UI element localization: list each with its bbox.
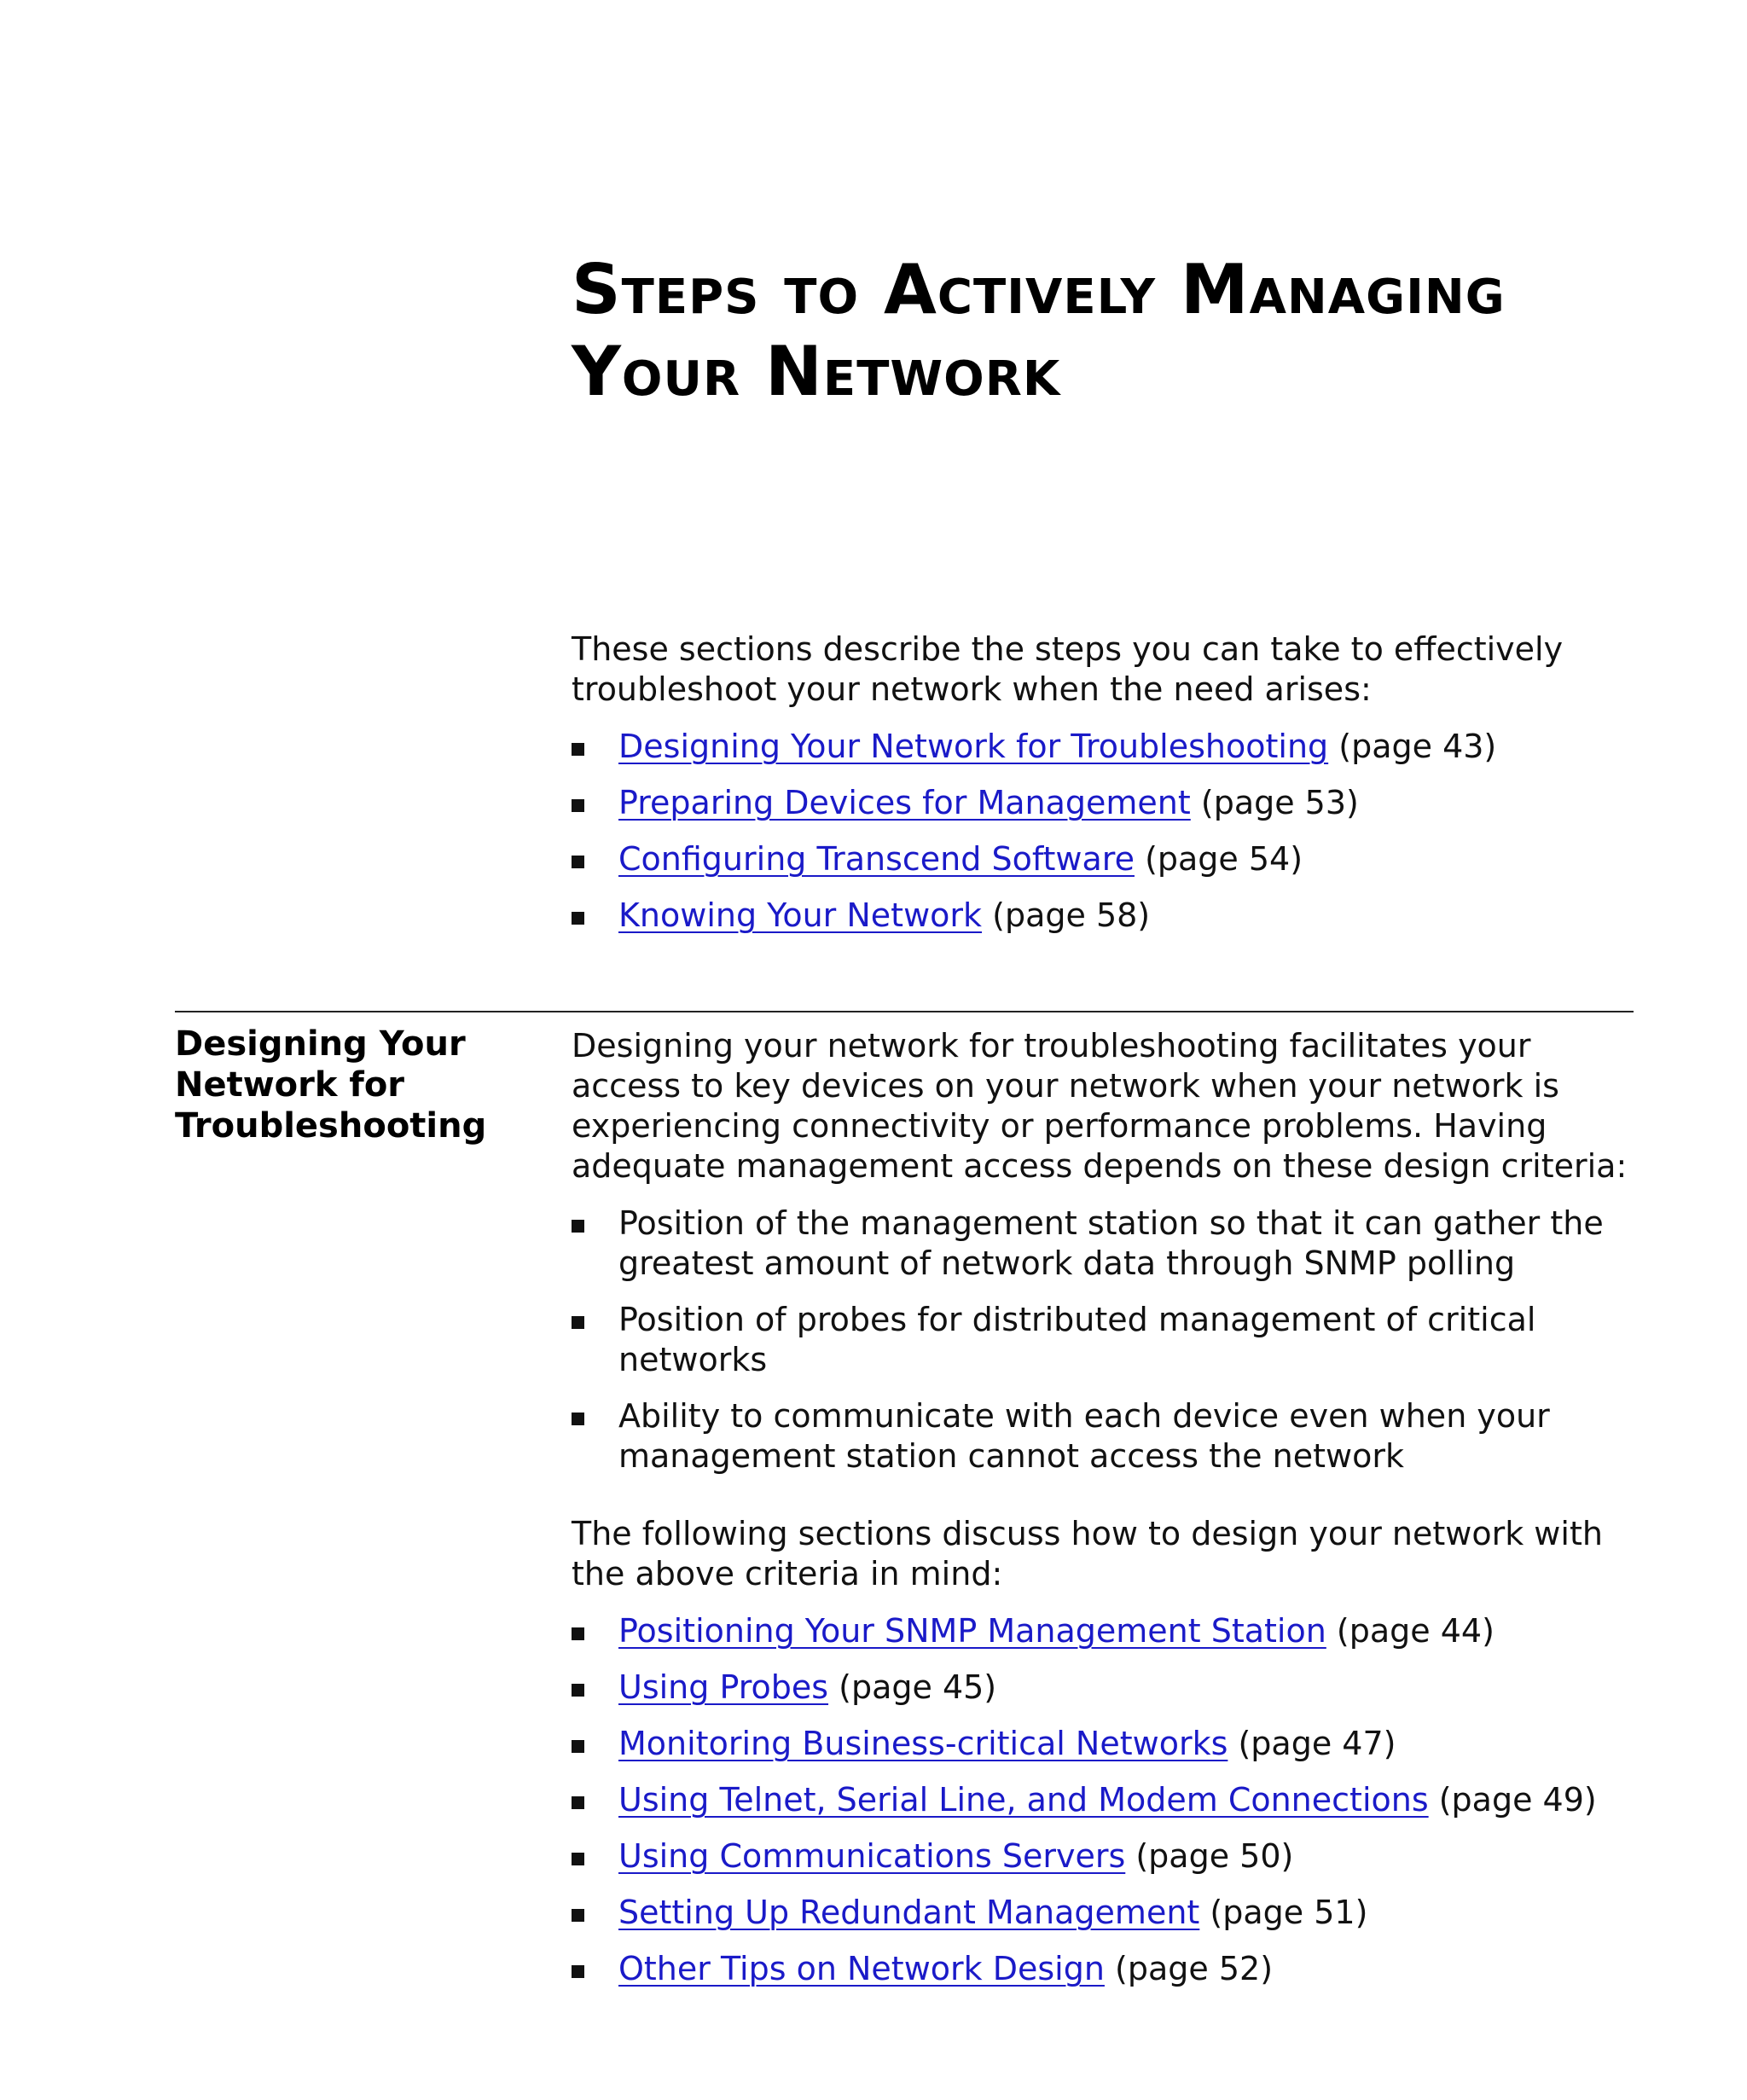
bullet-square-icon <box>572 1909 584 1922</box>
bullet-square-icon <box>572 1740 584 1753</box>
criteria-text: Position of probes for distributed management of critical networks <box>618 1301 1536 1378</box>
criteria-list <box>572 1204 1646 1476</box>
list-item <box>572 727 1646 767</box>
list-item <box>572 783 1646 823</box>
page-ref: (page 52) <box>1115 1950 1274 1987</box>
link-redundant-management[interactable]: Setting Up Redundant Management <box>618 1894 1200 1931</box>
bullet-square-icon <box>572 1627 584 1640</box>
link-knowing-your-network[interactable]: Knowing Your Network <box>618 896 983 934</box>
chapter-title-line-2: Your Network <box>572 332 1061 411</box>
bullet-square-icon <box>572 1684 584 1697</box>
section-paragraph-2: The following sections discuss how to design your network with the above criteria in mind: <box>572 1515 1603 1592</box>
bullet-square-icon <box>572 743 584 756</box>
list-item <box>572 839 1646 879</box>
list-item <box>572 1724 1646 1764</box>
section-paragraph-1: Designing your network for troubleshooting facilitates your access to key devices on your network when your network is experiencing connectivity or performance problems. Having adequate management access depends on these design criteria: <box>572 1027 1628 1185</box>
bullet-square-icon <box>572 1796 584 1809</box>
list-item <box>572 1300 1646 1380</box>
list-item <box>572 1836 1646 1877</box>
page-ref: (page 43) <box>1338 728 1497 765</box>
criteria-text: Ability to communicate with each device even when your management station cannot access the network <box>618 1397 1550 1475</box>
list-item <box>572 896 1646 936</box>
link-positioning-snmp-station[interactable]: Positioning Your SNMP Management Station <box>618 1612 1326 1650</box>
page-ref: (page 49) <box>1438 1781 1597 1819</box>
section-link-list <box>572 1611 1646 1989</box>
page-ref: (page 50) <box>1135 1837 1294 1875</box>
list-item <box>572 1668 1646 1708</box>
list-item <box>572 1949 1646 1989</box>
list-item <box>572 1893 1646 1933</box>
page-ref: (page 54) <box>1145 840 1303 878</box>
list-item <box>572 1611 1646 1651</box>
section-divider <box>175 1011 1634 1012</box>
bullet-square-icon <box>572 912 584 925</box>
chapter-title-line-1: Steps to Actively Managing <box>572 250 1506 329</box>
page-ref: (page 45) <box>839 1668 997 1706</box>
link-configuring-transcend[interactable]: Configuring Transcend Software <box>618 840 1135 878</box>
bullet-square-icon <box>572 799 584 812</box>
list-item <box>572 1204 1646 1284</box>
link-communications-servers[interactable]: Using Communications Servers <box>618 1837 1126 1875</box>
link-monitoring-networks[interactable]: Monitoring Business-critical Networks <box>618 1725 1228 1762</box>
section-body <box>572 1026 1646 1989</box>
page-ref: (page 53) <box>1200 784 1359 821</box>
intro-block <box>572 629 1646 936</box>
bullet-square-icon <box>572 1316 584 1329</box>
bullet-square-icon <box>572 1220 584 1233</box>
page-ref: (page 47) <box>1238 1725 1396 1762</box>
intro-link-list <box>572 727 1646 936</box>
bullet-square-icon <box>572 1965 584 1978</box>
list-item <box>572 1780 1646 1820</box>
page-ref: (page 58) <box>992 896 1151 934</box>
list-item <box>572 1396 1646 1476</box>
page-ref: (page 51) <box>1210 1894 1368 1931</box>
criteria-text: Position of the management station so that it can gather the greatest amount of network data through SNMP polling <box>618 1204 1604 1282</box>
link-designing-your-network[interactable]: Designing Your Network for Troubleshooting <box>618 728 1329 765</box>
link-telnet-serial-modem[interactable]: Using Telnet, Serial Line, and Modem Connections <box>618 1781 1429 1819</box>
link-using-probes[interactable]: Using Probes <box>618 1668 829 1706</box>
chapter-title <box>572 249 1506 413</box>
link-other-tips[interactable]: Other Tips on Network Design <box>618 1950 1105 1987</box>
bullet-square-icon <box>572 1413 584 1425</box>
link-preparing-devices[interactable]: Preparing Devices for Management <box>618 784 1191 821</box>
section-heading: Designing Your Network for Troubleshooting <box>175 1024 487 1146</box>
page-ref: (page 44) <box>1336 1612 1495 1650</box>
bullet-square-icon <box>572 856 584 868</box>
intro-paragraph: These sections describe the steps you can take to effectively troubleshoot your network when the need arises: <box>572 630 1564 708</box>
bullet-square-icon <box>572 1853 584 1865</box>
